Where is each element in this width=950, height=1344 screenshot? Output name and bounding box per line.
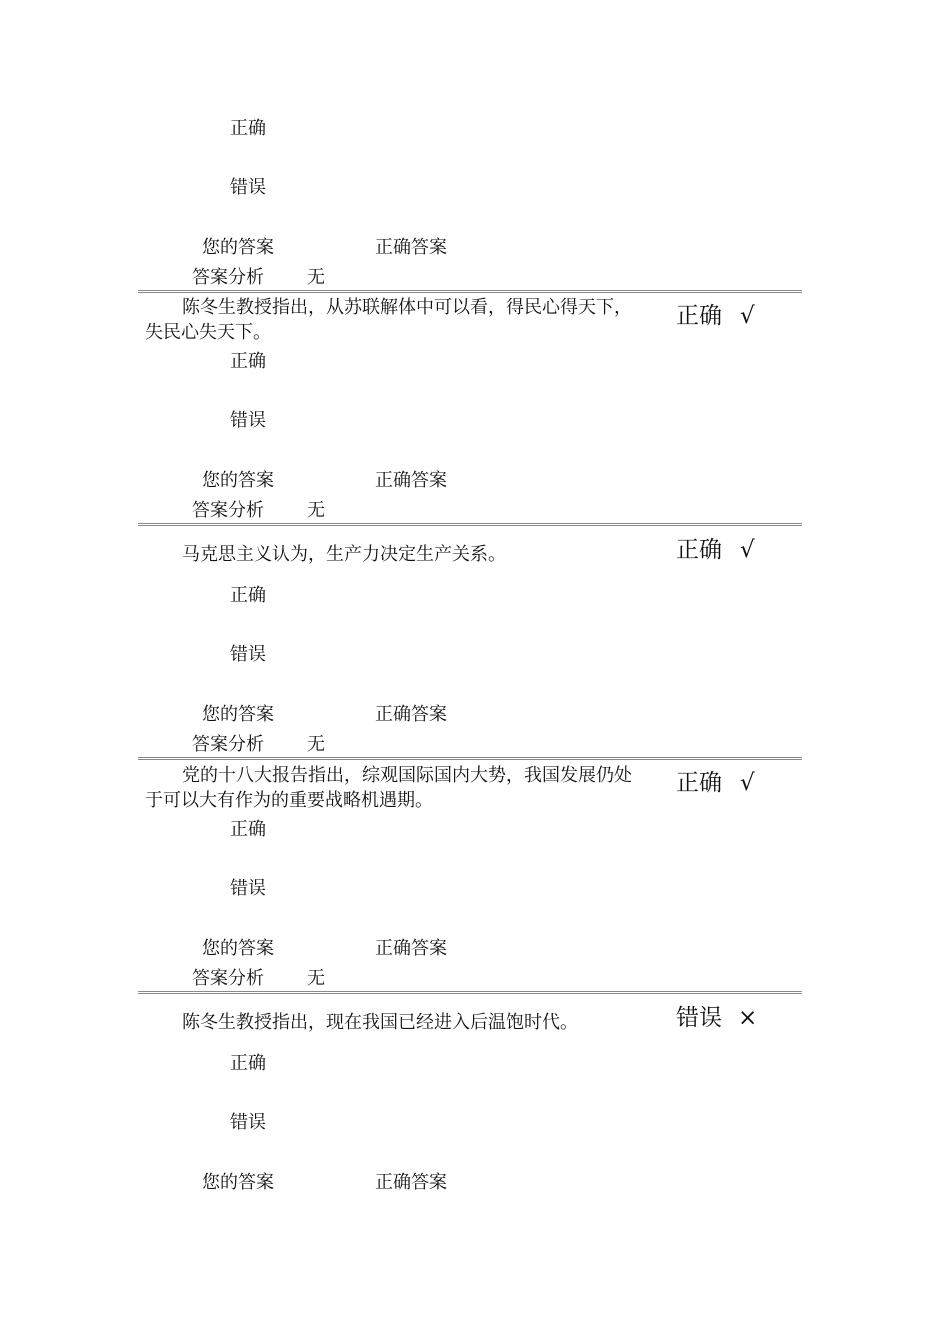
analysis-label: 答案分析 (192, 500, 264, 521)
option-true[interactable]: 正确 (230, 819, 266, 840)
question-text-continued: 失民心失天下。 (145, 322, 271, 343)
your-answer-label: 您的答案 (202, 237, 274, 258)
correct-answer-label: 正确答案 (375, 704, 447, 725)
result-text: 正确 (676, 537, 722, 563)
question-text: 陈冬生教授指出，现在我国已经进入后温饱时代。 (182, 1012, 578, 1033)
question-text: 陈冬生教授指出，从苏联解体中可以看，得民心得天下， (182, 297, 632, 318)
result-text: 错误 (676, 1005, 722, 1031)
option-true[interactable]: 正确 (230, 351, 266, 372)
correct-answer-label: 正确答案 (375, 470, 447, 491)
question-text: 马克思主义认为，生产力决定生产关系。 (182, 544, 506, 565)
option-true[interactable]: 正确 (230, 585, 266, 606)
analysis-value: 无 (307, 968, 325, 989)
option-false[interactable]: 错误 (230, 177, 266, 198)
analysis-value: 无 (307, 267, 325, 288)
correct-answer-label: 正确答案 (375, 237, 447, 258)
option-false[interactable]: 错误 (230, 878, 266, 899)
analysis-value: 无 (307, 500, 325, 521)
cross-icon: × (738, 1005, 758, 1031)
analysis-label: 答案分析 (192, 267, 264, 288)
option-true[interactable]: 正确 (230, 118, 266, 139)
option-true[interactable]: 正确 (230, 1053, 266, 1074)
option-false[interactable]: 错误 (230, 644, 266, 665)
option-false[interactable]: 错误 (230, 1112, 266, 1133)
question-divider (138, 991, 802, 994)
correct-answer-label: 正确答案 (375, 1172, 447, 1193)
question-divider (138, 757, 802, 760)
question-divider (138, 523, 802, 526)
correct-answer-label: 正确答案 (375, 938, 447, 959)
question-divider (138, 290, 802, 293)
your-answer-label: 您的答案 (202, 704, 274, 725)
analysis-value: 无 (307, 734, 325, 755)
check-icon: √ (740, 303, 755, 329)
your-answer-label: 您的答案 (202, 938, 274, 959)
check-icon: √ (740, 770, 755, 796)
option-false[interactable]: 错误 (230, 410, 266, 431)
analysis-label: 答案分析 (192, 968, 264, 989)
your-answer-label: 您的答案 (202, 470, 274, 491)
result-text: 正确 (676, 303, 722, 329)
check-icon: √ (740, 537, 755, 563)
analysis-label: 答案分析 (192, 734, 264, 755)
question-text: 党的十八大报告指出，综观国际国内大势，我国发展仍处 (182, 765, 632, 786)
your-answer-label: 您的答案 (202, 1172, 274, 1193)
result-text: 正确 (676, 770, 722, 796)
question-text-continued: 于可以大有作为的重要战略机遇期。 (145, 790, 433, 811)
